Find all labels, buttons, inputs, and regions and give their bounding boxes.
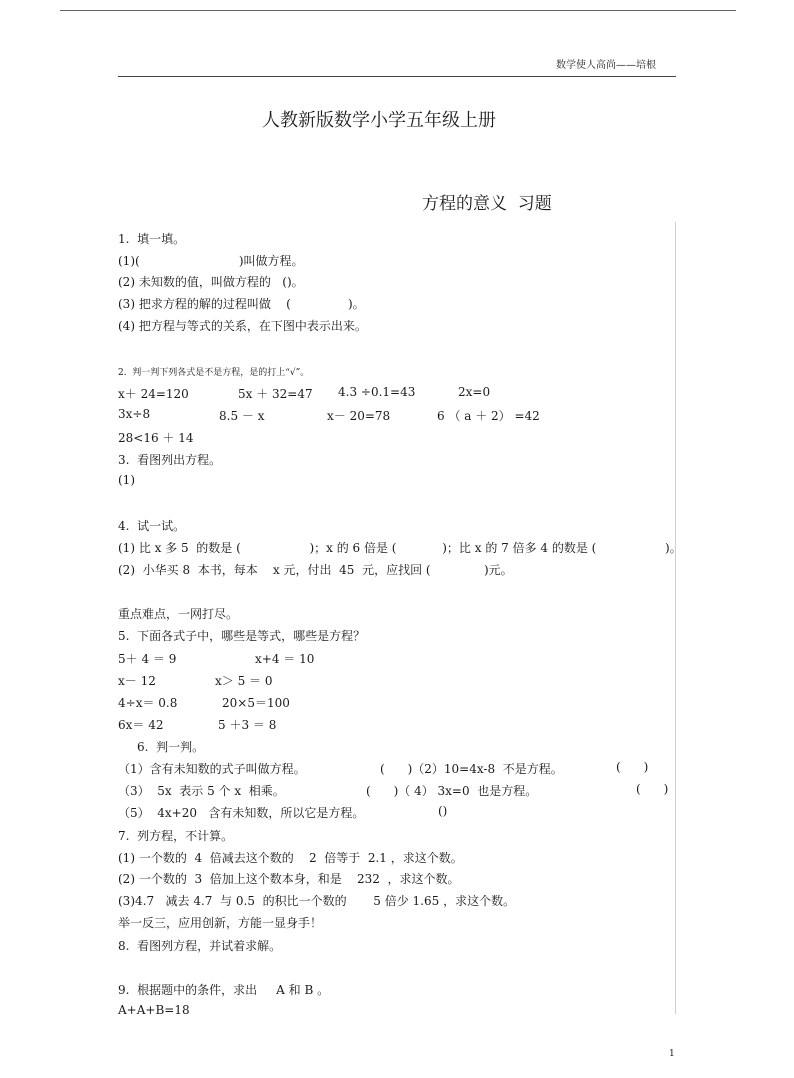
q6-statement: （5） 4x+20 含有未知数，所以它是方程。 bbox=[118, 806, 365, 820]
q2-expr: 28<16 ＋ 14 bbox=[118, 431, 194, 445]
q6-answer-blank: ( ) bbox=[636, 782, 669, 796]
q2-expr: 5x ＋ 32=47 bbox=[238, 387, 313, 401]
q2-expr: 2x=0 bbox=[458, 385, 491, 399]
q5-heading: 5. 下面各式子中，哪些是等式，哪些是方程？ bbox=[118, 629, 366, 643]
q1-item-1: (1)( )叫做方程。 bbox=[118, 254, 304, 268]
q5-expr: x＞ 5 ＝ 0 bbox=[215, 674, 273, 688]
q5-expr: 20×5＝100 bbox=[222, 696, 290, 710]
q6-heading: 6. 判一判。 bbox=[137, 740, 205, 754]
q3-heading: 3. 看图列出方程。 bbox=[118, 453, 222, 467]
q6-answer-blank: ( ) bbox=[616, 760, 649, 774]
q8-heading: 8. 看图列方程，并试着求解。 bbox=[118, 939, 282, 953]
q2-expr: 8.5 － x bbox=[219, 409, 265, 423]
q2-expr: 6 （ a ＋ 2） =42 bbox=[437, 409, 540, 423]
top-border-line bbox=[60, 10, 736, 11]
right-margin-line bbox=[675, 222, 676, 1014]
q5-expr: 5＋ 4 ＝ 9 bbox=[118, 652, 177, 666]
q4-item-1: (1) 比 x 多 5 的数是 ( )；x 的 6 倍是 ( )；比 x 的 7 倍多 4 的数是 ( )。 bbox=[118, 541, 682, 555]
q9-equation: A+A+B=18 bbox=[118, 1003, 190, 1017]
q2-expr: 3x÷8 bbox=[118, 407, 151, 421]
q2-expr: 4.3 ÷0.1=43 bbox=[338, 385, 416, 399]
q5-expr: 5 ＋3 ＝ 8 bbox=[218, 718, 277, 732]
header-motto: 数学使人高尚——培根 bbox=[556, 60, 656, 71]
section-note: 重点难点，一网打尽。 bbox=[118, 607, 239, 621]
q1-item-4: (4) 把方程与等式的关系，在下图中表示出来。 bbox=[118, 319, 367, 333]
q2-expr: x＋ 24=120 bbox=[118, 387, 189, 401]
q6-statement: ( )（ 4） 3x=0 也是方程。 bbox=[366, 784, 538, 798]
q7-item-1: (1) 一个数的 4 倍减去这个数的 2 倍等于 2.1 ，求这个数。 bbox=[118, 851, 463, 865]
document-title: 人教新版数学小学五年级上册 bbox=[262, 110, 496, 131]
exercise-subtitle: 方程的意义 习题 bbox=[422, 194, 552, 214]
q1-item-3: (3) 把求方程的解的过程叫做 ( )。 bbox=[118, 297, 365, 311]
q6-statement: （3） 5x 表示 5 个 x 相乘。 bbox=[118, 784, 285, 798]
q7-heading: 7. 列方程，不计算。 bbox=[118, 829, 234, 843]
q3-item: (1) bbox=[118, 473, 135, 487]
q7-item-3: (3)4.7 减去 4.7 与 0.5 的积比一个数的 5 倍少 1.65 ，求这个数。 bbox=[118, 894, 516, 908]
q6-statement: （1）含有未知数的式子叫做方程。 bbox=[118, 762, 306, 776]
q5-expr: x－ 12 bbox=[118, 674, 156, 688]
q7-item-2: (2) 一个数的 3 倍加上这个数本身，和是 232 ，求这个数。 bbox=[118, 872, 460, 886]
q6-statement: ( )（2）10=4x-8 不是方程。 bbox=[380, 762, 563, 776]
q4-item-2: (2) 小华买 8 本书，每本 x 元，付出 45 元，应找回 ( )元。 bbox=[118, 563, 513, 577]
q5-expr: 6x＝ 42 bbox=[118, 718, 164, 732]
page-number: 1 bbox=[669, 1049, 675, 1059]
q4-heading: 4. 试一试。 bbox=[118, 519, 186, 533]
q1-heading: 1. 填一填。 bbox=[118, 232, 186, 246]
q9-heading: 9. 根据题中的条件，求出 A 和 B 。 bbox=[118, 983, 330, 997]
q5-expr: x+4 ＝ 10 bbox=[255, 652, 315, 666]
q5-expr: 4÷x＝ 0.8 bbox=[118, 696, 178, 710]
q2-expr: x－ 20=78 bbox=[327, 409, 391, 423]
q2-heading: 2. 判一判下列各式是不是方程，是的打上“√”。 bbox=[118, 368, 310, 378]
header-rule bbox=[118, 76, 676, 77]
q1-item-2: (2) 未知数的值，叫做方程的 ()。 bbox=[118, 275, 304, 289]
q6-answer-blank: () bbox=[438, 804, 448, 818]
section-note: 举一反三，应用创新，方能一显身手！ bbox=[118, 916, 323, 930]
